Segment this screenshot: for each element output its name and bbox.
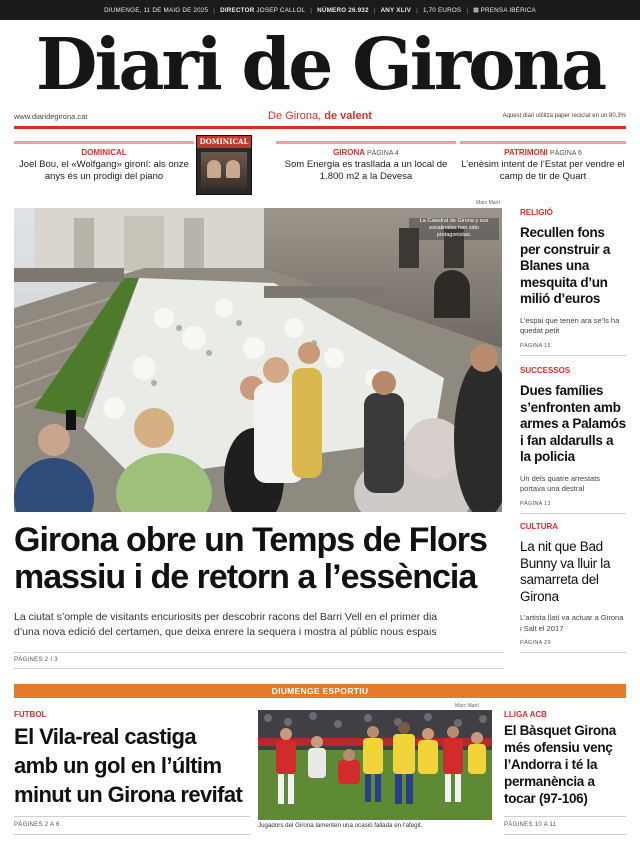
divider	[14, 652, 504, 653]
main-headline-line: massiu i de retorn a l’essència	[14, 558, 477, 596]
sport-left-section: FUTBOL	[14, 710, 47, 719]
sport-left-headline-line: minut un Girona revifat	[14, 782, 243, 807]
sidebar-section: CULTURA	[520, 522, 559, 531]
sport-right-headline-line: l’Andorra i té la	[504, 757, 598, 772]
teaser-section: PATRIMONI	[504, 148, 548, 157]
sport-right-section: LLIGA ACB	[504, 710, 547, 719]
sidebar-section: SUCCESSOS	[520, 366, 571, 375]
issue-date: DIUMENGE, 11 DE MAIG DE 2025	[104, 6, 209, 14]
sport-right-headline-line: permanència a	[504, 774, 595, 789]
sport-left-headline-line: El Vila-real castiga	[14, 724, 197, 749]
main-lead	[14, 610, 504, 640]
teaser-girona[interactable]	[276, 141, 456, 189]
recycle-note: Aquest diari utilitza paper reciclat en un 80,3%	[502, 113, 626, 119]
dominical-magazine-cover[interactable]	[196, 135, 252, 195]
divider	[520, 652, 626, 653]
divider	[520, 513, 626, 514]
teaser-page: PÀGINA 6	[550, 150, 582, 157]
sport-photo-illustration	[258, 710, 492, 820]
issue-number: NÚMERO 26.932	[317, 6, 369, 14]
teaser-section: DOMINICAL	[81, 148, 127, 157]
sport-right-headline[interactable]	[504, 722, 628, 807]
website-link[interactable]: www.diaridegirona.cat	[14, 111, 88, 121]
sport-right-headline-line: més ofensiu venç	[504, 740, 613, 755]
sidebar-pages: PÀGINA 29	[520, 640, 551, 646]
tagline-row	[14, 108, 626, 124]
sidebar-section: RELIGIÓ	[520, 208, 553, 217]
main-headline-line: Girona obre un Temps de Flors	[14, 521, 487, 559]
sidebar-dek: L’artista llatí va actuar a Girona i Salt el 2017	[520, 613, 624, 633]
sidebar-story-religio[interactable]	[520, 208, 626, 356]
sport-right-headline-line: tocar (97-106)	[504, 791, 588, 806]
sport-right-headline-line: El Bàsquet Girona	[504, 723, 616, 738]
masthead-rule	[14, 126, 626, 129]
sidebar-dek: L’espai que tenen ara se’ls ha quedat petit	[520, 315, 620, 335]
sport-photo[interactable]	[258, 710, 492, 820]
sport-right-pages: PÀGINES 10 A 11	[504, 822, 557, 828]
teaser-page: PÀGINA 4	[367, 150, 399, 157]
sport-photo-credit: Marc Martí	[455, 703, 479, 709]
divider	[504, 816, 626, 817]
teaser-strip	[14, 135, 626, 195]
publisher-name: PRENSA IBÉRICA	[480, 6, 536, 14]
sport-left-headline[interactable]	[14, 722, 254, 809]
photo-caption: La Catedral de Girona y sus escalinatas han sido protagonistas.	[419, 218, 489, 238]
main-photo-illustration	[14, 208, 502, 512]
main-pages: PÀGINES 2 I 3	[14, 657, 58, 663]
publisher-logo-icon: ⊞	[473, 6, 481, 14]
sport-left-pages: PÀGINES 2 A 6	[14, 822, 60, 828]
top-info-bar: DIUMENGE, 11 DE MAIG DE 2025 | DIRECTOR JOSEP CALLOL | NÚMERO 26.932 | ANY XLIV | 1,70 EUROS | ⊞ PRENSA IBÉRICA	[0, 0, 640, 20]
teaser-text: L’enèsim intent de l’Estat per vendre el camp de tir de Quart	[461, 159, 625, 182]
teaser-text: Som Energia es trasllada a un local de 1.800 m2 a la Devesa	[284, 159, 448, 182]
slogan-part-2: de valent	[324, 110, 372, 122]
divider	[14, 816, 250, 817]
magazine-photo	[201, 152, 247, 188]
divider	[14, 668, 504, 669]
divider	[520, 355, 626, 356]
main-lead-line: La ciutat s’omple de visitants encuriosits per descobrir racons del Barri Vell en el primer dia	[14, 611, 438, 623]
photo-credit: Marc Martí	[476, 200, 500, 206]
slogan-part-1: De Girona,	[268, 110, 322, 122]
teaser-section: GIRONA	[333, 148, 365, 157]
divider	[14, 834, 250, 835]
magazine-title: DOMINICAL	[197, 136, 251, 148]
sidebar-headline: Recullen fons per construir a Blanes una mesquita d’un milió d’euros	[520, 225, 611, 306]
teaser-dominical[interactable]	[14, 141, 194, 189]
main-headline[interactable]	[14, 522, 514, 596]
sidebar-story-successos[interactable]	[520, 366, 626, 514]
sidebar-dek: Un dels quatre arrestats portava una destral	[520, 473, 601, 493]
issue-year: ANY XLIV	[380, 6, 412, 14]
sport-photo-caption: Jugadors del Girona lamenten una ocasió fallada en l’afegit.	[258, 822, 423, 829]
masthead-title[interactable]: Diari de Girona	[35, 22, 605, 106]
sidebar-story-cultura[interactable]	[520, 522, 626, 653]
sidebar-headline: Dues famílies s’enfronten amb armes a Palamós i fan aldarulls a la policia	[520, 383, 626, 464]
sidebar-pages: PÀGINA 13	[520, 500, 551, 507]
teaser-text: Joel Bou, el «Wolfgang» gironí: als onze anys és un prodigi del piano	[19, 159, 189, 182]
director-name: JOSEP CALLOL	[256, 6, 306, 14]
sport-section-bar[interactable]: DIUMENGE ESPORTIU	[14, 684, 626, 698]
main-lead-line: d’una nova edició del certamen, que deixa enrere la sequera i mostra al públic nous espais	[14, 626, 437, 638]
divider	[504, 834, 626, 835]
director-label: DIRECTOR	[220, 6, 255, 14]
teaser-patrimoni[interactable]	[460, 141, 626, 189]
main-photo[interactable]	[14, 208, 502, 512]
sport-left-headline-line: amb un gol en l’últim	[14, 753, 222, 778]
sidebar-pages: PÀGINA 15	[520, 342, 551, 349]
issue-price: 1,70 EUROS	[422, 6, 462, 14]
sidebar-headline: La nit que Bad Bunny va lluir la samarreta del Girona	[520, 539, 611, 604]
